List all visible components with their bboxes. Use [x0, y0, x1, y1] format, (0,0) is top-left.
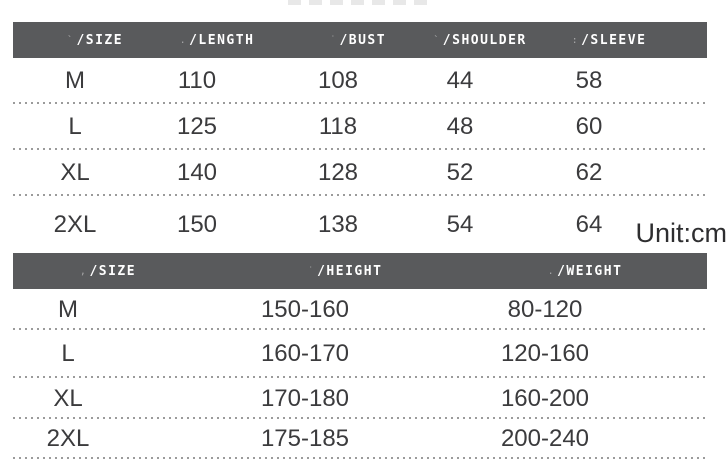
table-row-2xl [13, 419, 707, 459]
cell-size: L [61, 340, 75, 367]
cell-shoulder: 48 [446, 113, 474, 140]
erased-cjk-remnant: ˙ [307, 265, 316, 277]
cell-size: XL [60, 159, 90, 186]
table-row-l [13, 330, 707, 378]
erased-cjk-remnant: ` [433, 34, 441, 46]
header-weight: . /WEIGHT [547, 263, 623, 279]
cell-length: 110 [177, 67, 217, 94]
table-row-xl [13, 378, 707, 419]
size-measurement-table [13, 22, 707, 253]
cell-shoulder: 54 [446, 210, 474, 238]
erased-cjk-remnant: . [179, 34, 188, 46]
header-size: ` /SIZE [66, 32, 124, 48]
cell-sleeve: 64 [575, 210, 603, 238]
cell-sleeve: 60 [575, 113, 603, 140]
cell-sleeve: 58 [575, 67, 603, 94]
cell-sleeve: 62 [575, 159, 603, 186]
cell-height: 160-170 [260, 340, 350, 367]
cropped-title-remnant [288, 0, 432, 5]
cell-height: 170-180 [260, 384, 350, 412]
erased-cjk-remnant: : [571, 34, 580, 46]
cell-bust: 138 [317, 210, 359, 238]
cell-weight: 80-120 [507, 295, 583, 323]
cell-shoulder: 52 [446, 159, 474, 186]
cell-height: 150-160 [260, 295, 350, 323]
header-size: , /SIZE [79, 263, 137, 279]
cell-size: M [65, 67, 85, 94]
cell-height: 175-185 [260, 425, 350, 452]
cell-bust: 128 [317, 159, 359, 186]
size-table-header [13, 22, 707, 58]
header-length: . /LENGTH [179, 32, 255, 48]
table-row-xl [13, 150, 707, 196]
cell-weight: 160-200 [500, 384, 590, 412]
erased-cjk-remnant: , [79, 265, 88, 277]
table-row-m [13, 289, 707, 330]
fit-table-header [13, 253, 707, 289]
table-row-l [13, 104, 707, 150]
cell-bust: 108 [317, 67, 359, 94]
header-shoulder: ` /SHOULDER [433, 32, 527, 48]
cell-size: 2XL [53, 210, 97, 238]
body-fit-table [13, 253, 707, 459]
header-height: ˙ /HEIGHT [307, 263, 383, 279]
cell-weight: 120-160 [500, 340, 590, 367]
header-bust: ˙ /BUST [329, 32, 387, 48]
cell-bust: 118 [318, 113, 358, 140]
cell-size: XL [53, 384, 83, 412]
cell-length: 140 [176, 159, 218, 186]
cell-shoulder: 44 [446, 67, 474, 94]
cell-length: 125 [176, 113, 218, 140]
cell-size: M [58, 295, 78, 323]
cell-weight: 200-240 [500, 425, 590, 452]
erased-cjk-remnant: ` [66, 34, 75, 46]
unit-label: Unit:cm [635, 218, 727, 248]
erased-cjk-remnant: ˙ [329, 34, 338, 46]
cell-size: L [68, 113, 82, 140]
erased-cjk-remnant: . [547, 265, 556, 277]
header-sleeve: : /SLEEVE [571, 32, 647, 48]
cell-size: 2XL [46, 425, 90, 452]
table-row-2xl [13, 196, 707, 253]
table-row-m [13, 58, 707, 104]
cell-length: 150 [176, 210, 218, 238]
